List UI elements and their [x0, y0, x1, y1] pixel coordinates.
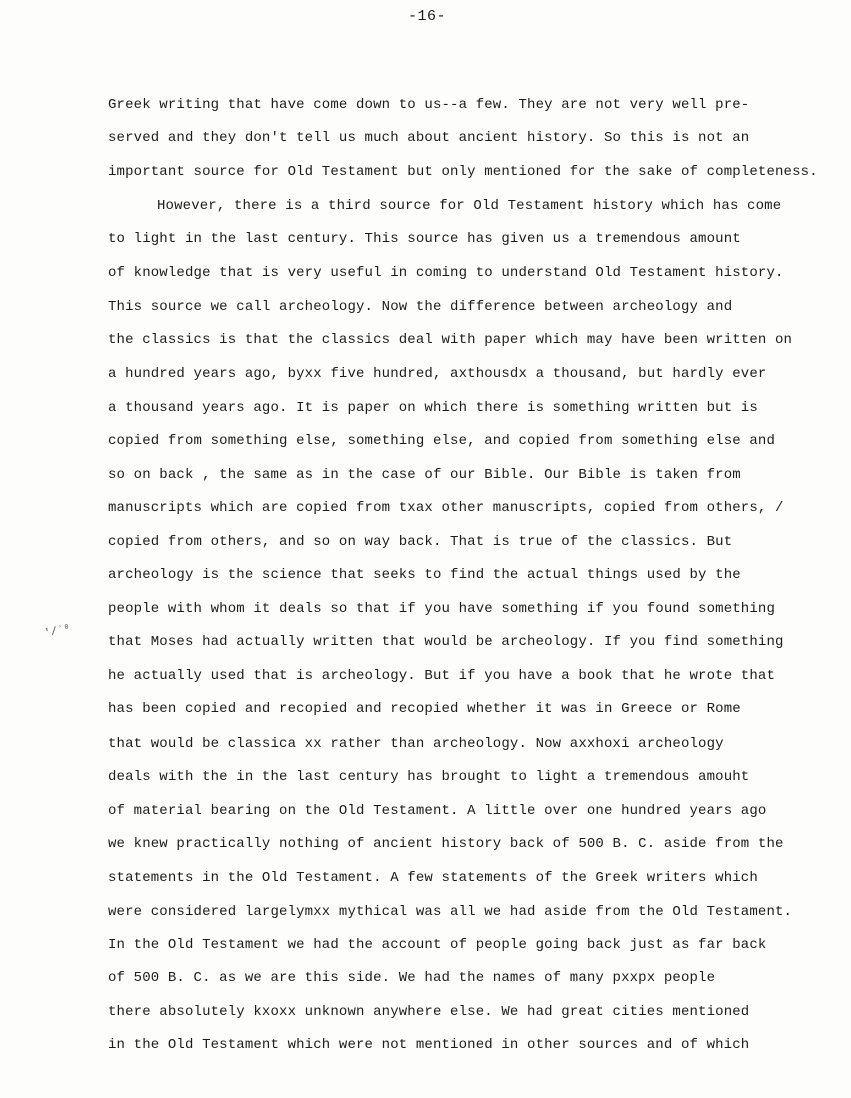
text-line: people with whom it deals so that if you have something if you found something — [108, 601, 776, 617]
text-line: manuscripts which are copied from txax other manuscripts, copied from others, / — [108, 500, 784, 516]
text-line: statements in the Old Testament. A few statements of the Greek writers which — [108, 870, 758, 886]
margin-note: '/ʾ⁰ — [43, 623, 72, 641]
page-number: -16- — [408, 8, 447, 25]
text-line: Greek writing that have come down to us--a few. They are not very well pre- — [108, 97, 750, 113]
text-line: he actually used that is archeology. But if you have a book that he wrote that — [108, 668, 776, 684]
text-line: copied from something else, something else, and copied from something else and — [108, 433, 776, 449]
text-line: that Moses had actually written that would be archeology. If you find something — [108, 634, 784, 650]
text-line: a hundred years ago, byxx five hundred, axthousdx a thousand, but hardly ever — [108, 366, 767, 382]
text-line: has been copied and recopied and recopied whether it was in Greece or Rome — [108, 701, 741, 717]
text-line: archeology is the science that seeks to find the actual things used by the — [108, 567, 741, 583]
text-line: of knowledge that is very useful in coming to understand Old Testament history. — [108, 265, 784, 281]
text-line: to light in the last century. This source has given us a tremendous amount — [108, 231, 741, 247]
text-line: of 500 B. C. as we are this side. We had the names of many pxxpx people — [108, 970, 716, 986]
text-line: deals with the in the last century has brought to light a tremendous amouht — [108, 769, 750, 785]
text-line: In the Old Testament we had the account of people going back just as far back — [108, 937, 767, 953]
text-line: there absolutely kxoxx unknown anywhere else. We had great cities mentioned — [108, 1004, 750, 1020]
text-line: we knew practically nothing of ancient history back of 500 B. C. aside from the — [108, 836, 784, 852]
text-line: the classics is that the classics deal with paper which may have been written on — [108, 332, 793, 348]
text-line: that would be classica xx rather than archeology. Now axxhoxi archeology — [108, 736, 724, 752]
text-line: important source for Old Testament but only mentioned for the sake of completeness. — [108, 164, 818, 180]
text-line: so on back , the same as in the case of our Bible. Our Bible is taken from — [108, 467, 741, 483]
text-line: copied from others, and so on way back. That is true of the classics. But — [108, 534, 733, 550]
text-line: a thousand years ago. It is paper on which there is something written but is — [108, 400, 758, 416]
text-line: However, there is a third source for Old Testament history which has come — [157, 198, 782, 214]
text-line: of material bearing on the Old Testament. A little over one hundred years ago — [108, 803, 767, 819]
text-line: served and they don't tell us much about ancient history. So this is not an — [108, 130, 750, 146]
text-line: were considered largelymxx mythical was all we had aside from the Old Testament. — [108, 904, 793, 920]
text-line: This source we call archeology. Now the difference between archeology and — [108, 299, 733, 315]
text-line: in the Old Testament which were not mentioned in other sources and of which — [108, 1037, 750, 1053]
